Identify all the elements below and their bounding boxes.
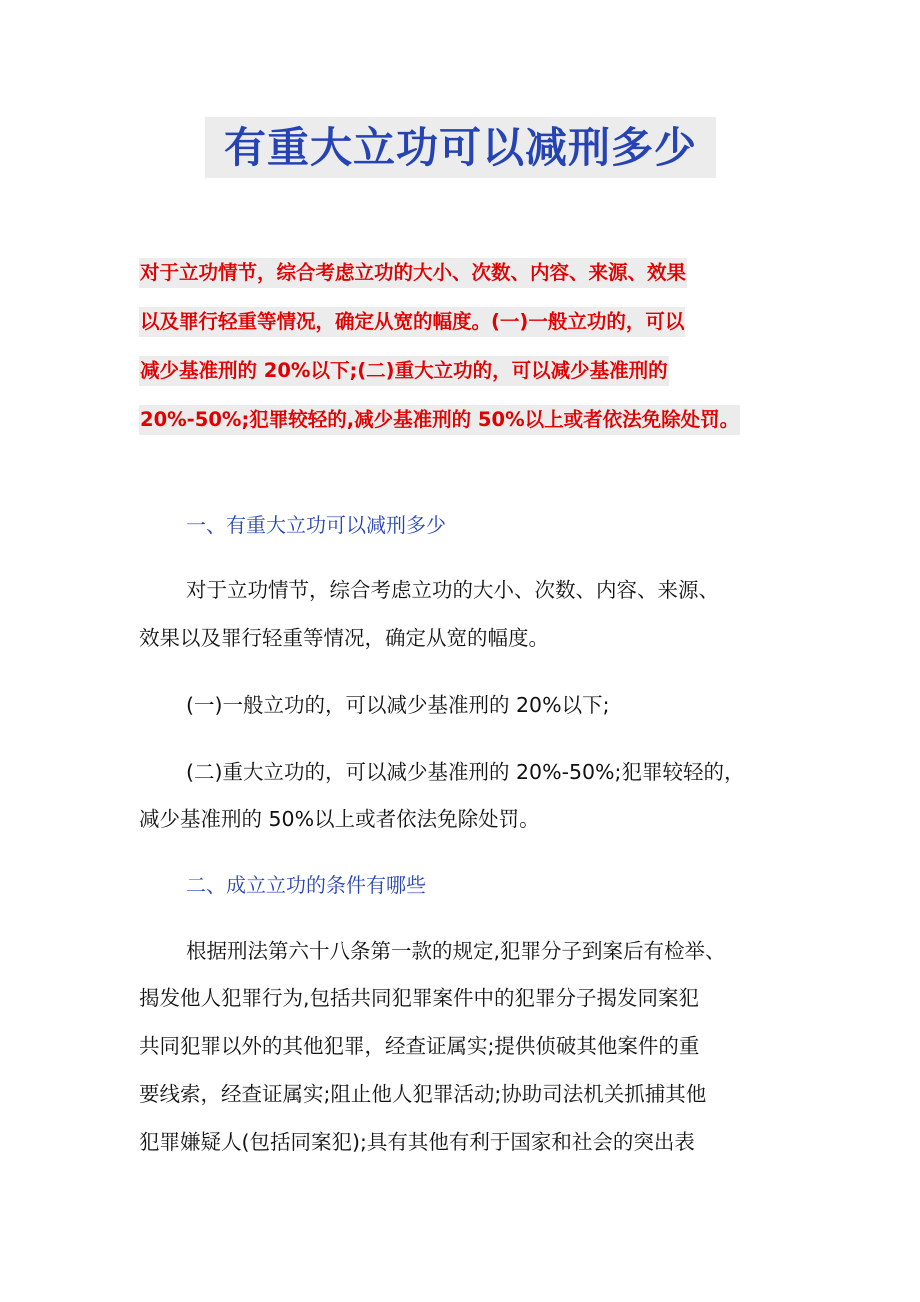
body-line: 效果以及罪行轻重等情况，确定从宽的幅度。 (139, 626, 549, 650)
body-line: 共同犯罪以外的其他犯罪，经查证属实;提供侦破其他案件的重 (139, 1034, 700, 1058)
body-line: (二)重大立功的，可以减少基准刑的 20%-50%;犯罪较轻的， (186, 760, 745, 784)
body-line: 揭发他人犯罪行为,包括共同犯罪案件中的犯罪分子揭发同案犯 (139, 986, 700, 1010)
summary-line: 对于立功情节，综合考虑立功的大小、次数、内容、来源、效果 (139, 258, 687, 288)
body-line: 对于立功情节，综合考虑立功的大小、次数、内容、来源、 (186, 578, 719, 602)
body-line: (一)一般立功的，可以减少基准刑的 20%以下; (186, 693, 610, 717)
section-heading-1: 一、有重大立功可以减刑多少 (186, 513, 446, 537)
summary-line: 减少基准刑的 20%以下;(二)重大立功的，可以减少基准刑的 (139, 356, 669, 386)
document-title: 有重大立功可以减刑多少 (205, 117, 716, 178)
section-heading-2: 二、成立立功的条件有哪些 (186, 873, 426, 897)
summary-line: 以及罪行轻重等情况，确定从宽的幅度。(一)一般立功的，可以 (139, 307, 685, 337)
body-line: 犯罪嫌疑人(包括同案犯);具有其他有利于国家和社会的突出表 (139, 1130, 695, 1154)
body-line: 根据刑法第六十八条第一款的规定,犯罪分子到案后有检举、 (186, 939, 726, 963)
summary-line: 20%-50%;犯罪较轻的,减少基准刑的 50%以上或者依法免除处罚。 (139, 405, 740, 435)
body-line: 要线索，经查证属实;阻止他人犯罪活动;协助司法机关抓捕其他 (139, 1082, 707, 1106)
body-line: 减少基准刑的 50%以上或者依法免除处罚。 (139, 807, 540, 831)
